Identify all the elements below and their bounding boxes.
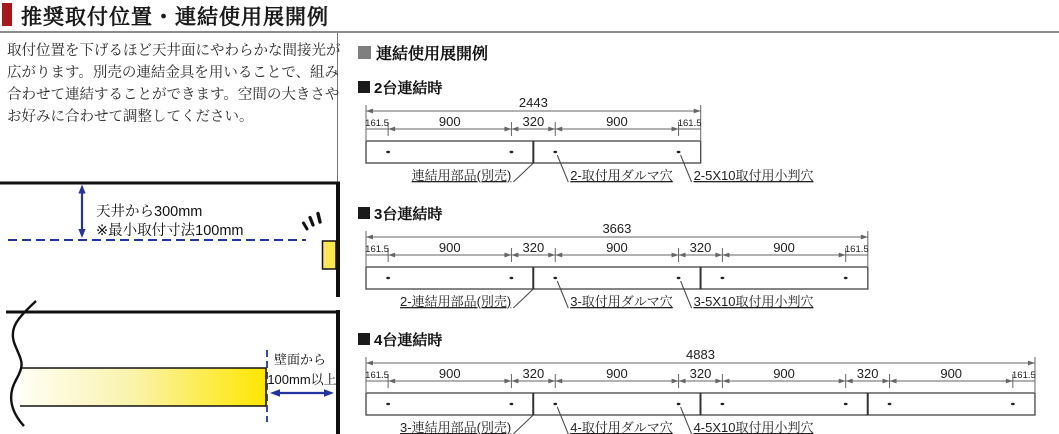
segment-dimension-value: 161.5: [365, 370, 389, 381]
keyhole-slot-label: 2-取付用ダルマ穴: [570, 168, 673, 183]
oval-hole-label: 2-5X10取付用小判穴: [693, 168, 814, 183]
segment-dimension-value: 900: [606, 114, 628, 129]
segment-dimension-value: 900: [940, 366, 963, 381]
mounting-hole-dot: [888, 403, 892, 405]
mounting-hole-dot: [721, 403, 725, 405]
wall-distance-note-line1: 壁面から: [273, 352, 327, 367]
dimension-lines: [365, 348, 1036, 392]
wall-clearance-diagram: [0, 300, 346, 434]
segment-dimension-value: 320: [522, 240, 545, 255]
mounting-hole-dot: [386, 151, 390, 153]
ceiling-mount-diagram: [0, 172, 346, 300]
segment-dimension-value: 900: [438, 366, 461, 381]
header-rule: [0, 31, 1059, 33]
mounting-hole-dot: [553, 277, 557, 279]
block-heading-row: [358, 204, 1058, 222]
fixture-bar: [366, 393, 1035, 415]
segment-dimension-value: 320: [856, 366, 879, 381]
segment-dimension-value: 900: [438, 114, 461, 129]
mounting-hole-dot: [844, 403, 848, 405]
segment-dimension-value: 900: [773, 366, 795, 381]
height-dimension-arrow: [78, 185, 85, 239]
linked-examples-section: [358, 42, 1058, 434]
total-dimension-value: 2443: [518, 96, 548, 110]
block-heading: 3台連結時: [374, 205, 443, 223]
oval-hole-label: 4-5X10取付用小判穴: [693, 420, 814, 434]
black-square-bullet: [358, 81, 370, 93]
mounting-hole-dot: [553, 403, 557, 405]
connector-part-label: 連結用部品(別売): [411, 168, 512, 183]
linked-diagram-block-2units: [358, 78, 1058, 188]
page-title: 推奨取付位置・連結使用展開例: [21, 6, 329, 29]
section-title: 連結使用展開例: [376, 45, 489, 63]
total-dimension-value: 4883: [686, 348, 715, 362]
mounting-hole-dot: [677, 151, 681, 153]
block-heading: 4台連結時: [374, 331, 443, 349]
connector-part-label: 2-連結用部品(別売): [400, 294, 512, 309]
linked-diagram-block-4units: [358, 330, 1058, 434]
keyhole-slot-label: 4-取付用ダルマ穴: [570, 420, 673, 434]
clearance-dimension-arrow: [270, 389, 334, 397]
minimum-mount-note: ※最小取付寸法100mm: [96, 223, 244, 239]
gray-square-bullet: [358, 46, 371, 59]
lamp-bar-fill: [20, 368, 266, 406]
segment-dimension-value: 161.5: [677, 118, 702, 129]
dimension-diagram-4units: [358, 348, 1058, 434]
segment-dimension-value: 161.5: [844, 244, 869, 255]
mounting-hole-dot: [510, 277, 514, 279]
dimension-lines: [365, 222, 868, 266]
segment-dimension-value: 900: [773, 240, 795, 255]
accent-bar: [2, 3, 12, 26]
dimension-lines: [365, 96, 701, 140]
break-wave-line: [11, 301, 36, 426]
mounting-hole-dot: [510, 151, 514, 153]
dimension-diagram-3units: [358, 222, 1058, 314]
block-heading-row: [358, 330, 1058, 348]
total-dimension-value: 3663: [602, 222, 632, 236]
segment-dimension-value: 320: [522, 114, 545, 129]
block-heading-row: [358, 78, 1058, 96]
black-square-bullet: [358, 333, 370, 345]
dimension-diagram-2units: [358, 96, 1058, 188]
segment-dimension-value: 161.5: [365, 244, 389, 255]
keyhole-slot-label: 3-取付用ダルマ穴: [570, 294, 673, 309]
segment-dimension-value: 161.5: [1012, 370, 1036, 381]
segment-dimension-value: 900: [438, 240, 461, 255]
wall-mounted-lamp: [323, 241, 337, 269]
intro-text: 取付位置を下げるほど天井面にやわらかな間接光が広がります。別売の連結金具を用いることで、組み合わせて連結することができます。空間の大きさやお好みに合わせて調整してください。: [7, 43, 341, 125]
fixture-bar: [366, 141, 701, 163]
section-title-row: [358, 42, 1058, 62]
light-ray-marks: [304, 214, 321, 230]
segment-dimension-value: 320: [689, 240, 712, 255]
connector-part-label: 3-連結用部品(別売): [400, 420, 512, 434]
block-heading: 2台連結時: [374, 79, 443, 97]
mounting-hole-dot: [510, 403, 514, 405]
segment-dimension-value: 161.5: [365, 118, 389, 129]
mounting-hole-dot: [386, 403, 390, 405]
mounting-hole-dot: [386, 277, 390, 279]
ceiling-distance-note: 天井から300mm: [96, 204, 203, 220]
mounting-hole-dot: [1011, 403, 1015, 405]
mounting-hole-dot: [721, 277, 725, 279]
mounting-hole-dot: [677, 403, 681, 405]
wall-distance-note-line2: 100mm以上: [267, 372, 337, 387]
mounting-hole-dot: [553, 151, 557, 153]
segment-dimension-value: 900: [606, 366, 628, 381]
mounting-hole-dot: [677, 277, 681, 279]
black-square-bullet: [358, 207, 370, 219]
mounting-hole-dot: [844, 277, 848, 279]
linked-diagram-block-3units: [358, 204, 1058, 314]
segment-dimension-value: 320: [522, 366, 545, 381]
fixture-bar: [366, 267, 868, 289]
segment-dimension-value: 900: [606, 240, 628, 255]
oval-hole-label: 3-5X10取付用小判穴: [693, 294, 814, 309]
segment-dimension-value: 320: [689, 366, 712, 381]
